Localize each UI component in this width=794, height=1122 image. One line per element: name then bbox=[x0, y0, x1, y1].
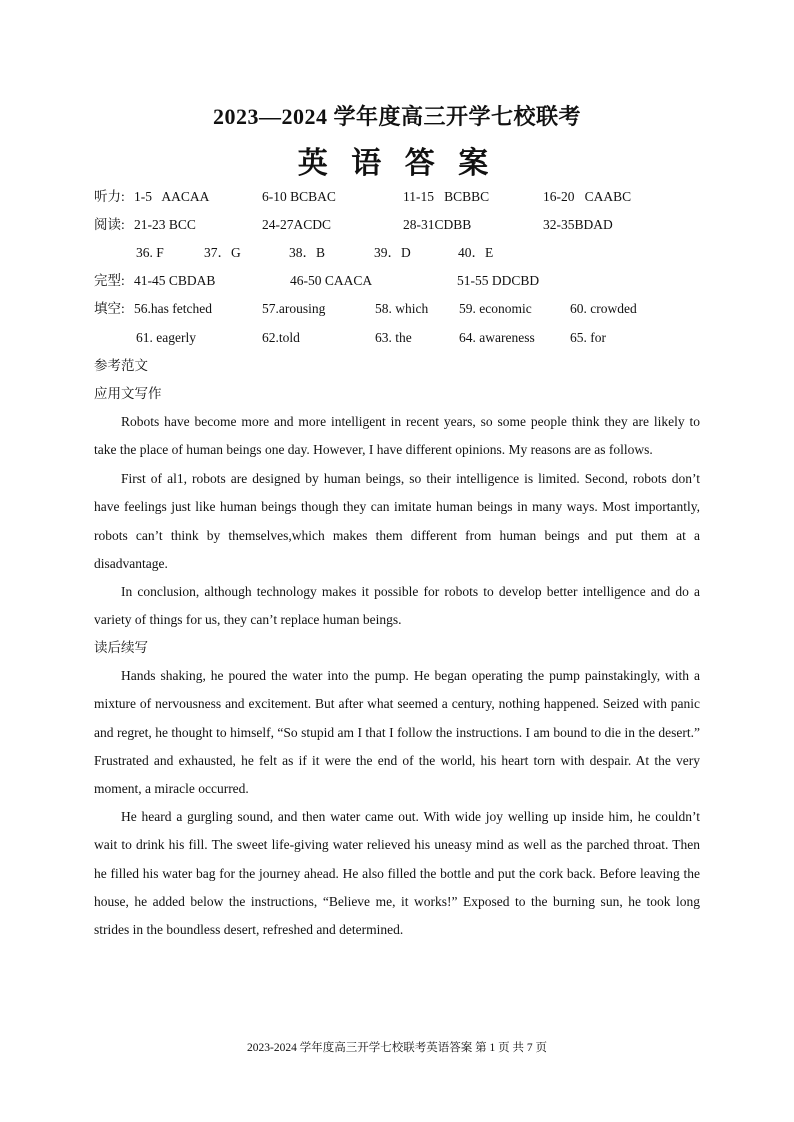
answer-item: 39．D bbox=[374, 245, 411, 260]
answer-heading: 英 语 答 案 bbox=[297, 147, 497, 180]
answer-group: 1-5 AACAA bbox=[134, 189, 210, 204]
answer-group: 32-35BDAD bbox=[543, 217, 613, 232]
sample-essay-label: 参考范文 bbox=[94, 358, 148, 373]
essay-paragraph: Robots have become more and more intelligent in recent years, so some people think they are likely to take the place of human beings one day. However, I have different opinions. My reasons are as follows. bbox=[94, 414, 700, 458]
answer-group: 41-45 CBDAB bbox=[134, 273, 216, 288]
answer-item: 58. which bbox=[375, 301, 429, 316]
answer-item: 36. F bbox=[136, 245, 164, 260]
answer-group: 51-55 DDCBD bbox=[457, 273, 540, 288]
page-footer: 2023-2024 学年度高三开学七校联考英语答案 第 1 页 共 7 页 bbox=[247, 1042, 547, 1054]
exam-title: 2023—2024 学年度高三开学七校联考 bbox=[212, 104, 581, 129]
answer-group: 28-31CDBB bbox=[403, 217, 472, 232]
answer-item: 40．E bbox=[458, 245, 494, 260]
reading-label: 阅读: bbox=[94, 217, 125, 232]
answer-group: 16-20 CAABC bbox=[543, 189, 632, 204]
cloze-label: 完型: bbox=[94, 273, 125, 288]
answer-item: 64. awareness bbox=[459, 330, 535, 345]
answer-item: 61. eagerly bbox=[136, 330, 196, 345]
answer-group: 21-23 BCC bbox=[134, 217, 196, 232]
essay-paragraph: Hands shaking, he poured the water into the pump. He began operating the pump painstakingly, with a mixture of nervousness and excitement. But after what seemed a century, nothing happened. Seized with panic and regret, he thought to himself, “So stupid am I that I follow the instructions. I am bound to die in the desert.” Frustrated and exhausted, he felt as if it were the end of the world, his heart torn with despair. At the very moment, a miracle occurred. bbox=[94, 668, 700, 797]
essay-paragraph: First of al1, robots are designed by human beings, so their intelligence is limited. Second, robots don’t have feelings just like human beings though they can imitate human beings in many ways. Most importantly, robots can’t think by themselves,which makes them different from human beings and put them at a disadvantage. bbox=[94, 471, 700, 571]
answer-group: 6-10 BCBAC bbox=[262, 189, 336, 204]
answer-group: 11-15 BCBBC bbox=[403, 189, 490, 204]
essay-paragraph: In conclusion, although technology makes it possible for robots to develop better intelligence and do a variety of things for us, they can’t replace human beings. bbox=[94, 584, 700, 628]
essay-paragraph: He heard a gurgling sound, and then water came out. With wide joy welling up inside him, he couldn’t wait to drink his fill. The sweet life-giving water relieved his uneasy mind as well as the parched throat. Then he filled his water bag for the journey ahead. He also filled the bottle and put the cork back. Before leaving the house, he added below the instructions, “Believe me, it works!” Exposed to the burning sun, he took long strides in the boundless desert, refreshed and determined. bbox=[94, 809, 700, 938]
answer-item: 56.has fetched bbox=[134, 301, 212, 316]
answer-group: 46-50 CAACA bbox=[290, 273, 373, 288]
answer-item: 37．G bbox=[204, 245, 241, 260]
answer-item: 59. economic bbox=[459, 301, 532, 316]
answer-item: 38．B bbox=[289, 245, 326, 260]
answer-item: 63. the bbox=[375, 330, 412, 345]
practical-writing-heading: 应用文写作 bbox=[94, 386, 162, 401]
answer-item: 57.arousing bbox=[262, 301, 326, 316]
continuation-writing-heading: 读后续写 bbox=[94, 640, 148, 655]
answer-item: 62.told bbox=[262, 330, 300, 345]
answer-item: 60. crowded bbox=[570, 301, 637, 316]
fill-in-label: 填空: bbox=[94, 301, 125, 316]
answer-group: 24-27ACDC bbox=[262, 217, 332, 232]
answer-item: 65. for bbox=[570, 330, 606, 345]
listening-label: 听力: bbox=[94, 189, 125, 204]
